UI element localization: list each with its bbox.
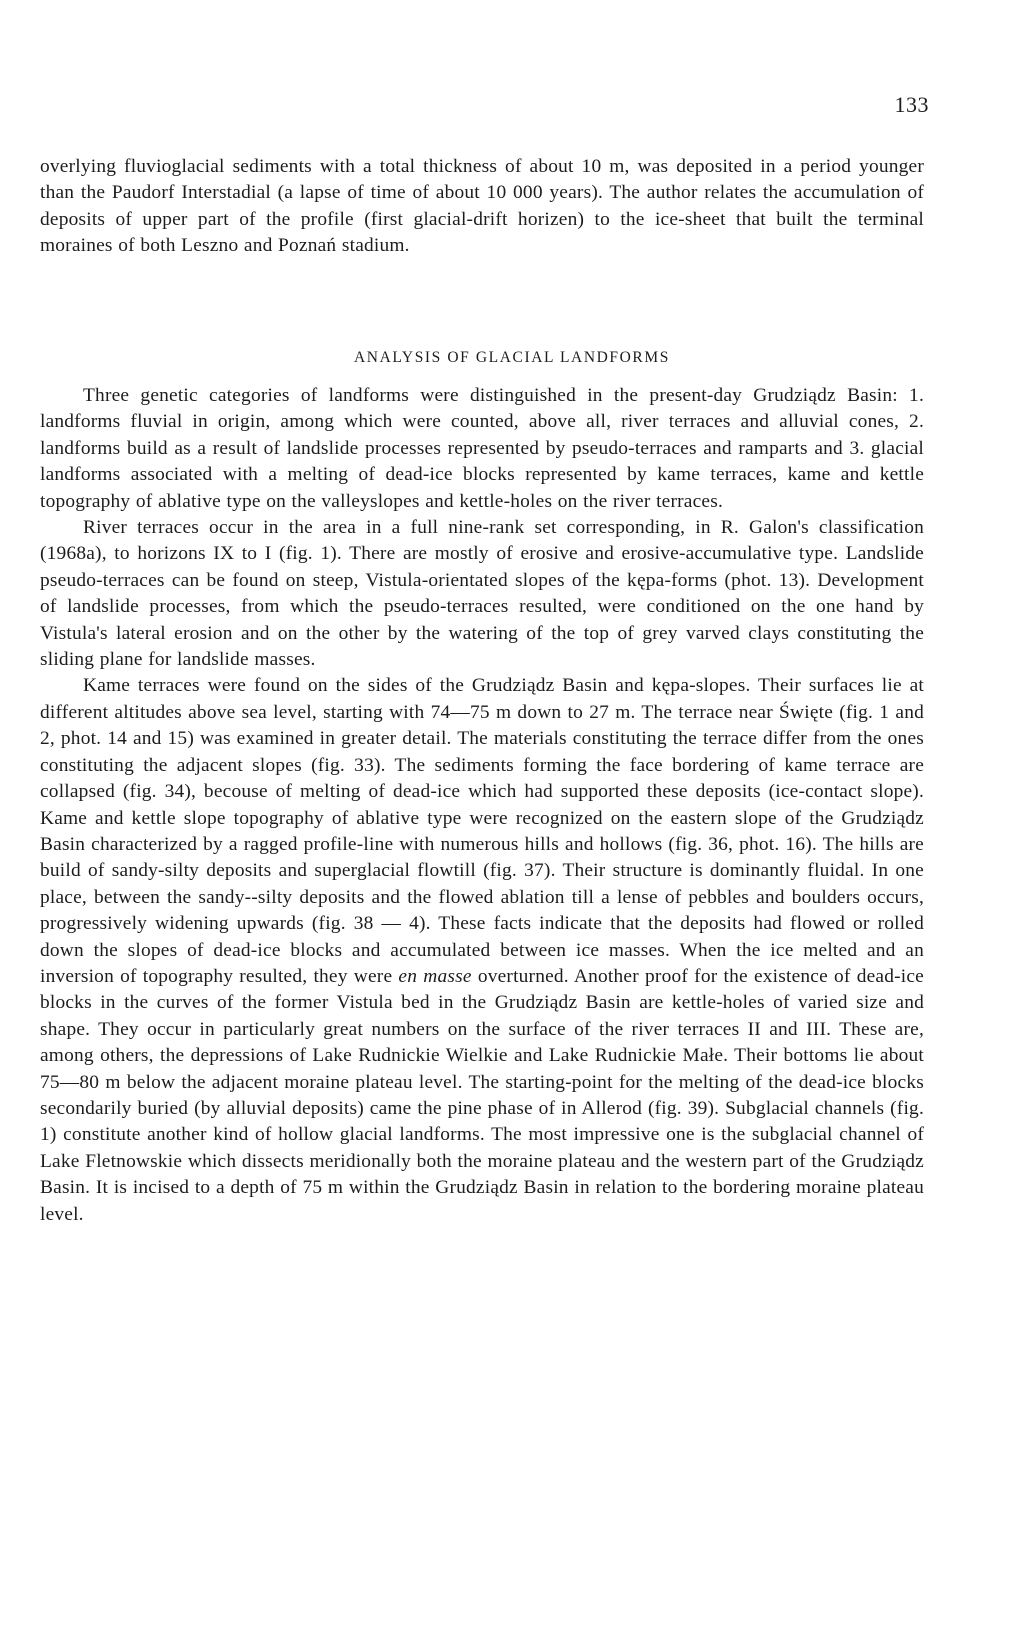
- intro-paragraph-text: overlying fluvioglacial sediments with a total thickness of about 10 m, was deposited in a period younger than the Paudorf Interstadial (a lapse of time of about 10 000 years). The author relates the accumulation of deposits of upper part of the profile (first glacial-drift horizen) to the ice-sheet that built the terminal moraines of both Leszno and Poznań stadium.: [40, 156, 924, 257]
- section-body: [40, 383, 924, 1228]
- intro-paragraph: [40, 154, 924, 260]
- paragraph-landform-categories: Three genetic categories of landforms were distinguished in the present-day Grudziądz Basin: 1. landforms fluvial in origin, among which were counted, above all, river terraces and alluvial cones, 2. landforms build as a result of landslide processes represented by pseudo-terraces and ramparts and 3. glacial landforms associated with a melting of dead-ice blocks represented by kame terraces, kame and kettle topography of ablative type on the valleyslopes and kettle-holes on the river terraces.: [40, 385, 924, 512]
- paragraph-kame-terraces-part1: Kame terraces were found on the sides of the Grudziądz Basin and kępa-slopes. Their surfaces lie at different altitudes above sea level, starting with 74—75 m down to 27 m. The terrace near Święte (fig. 1 and 2, phot. 14 and 15) was examined in greater detail. The materials constituting the terrace differ from the ones constituting the adjacent slopes (fig. 33). The sediments forming the face bordering of kame terrace are collapsed (fig. 34), becouse of melting of dead-ice which had supported these deposits (ice-contact slope). Kame and kettle slope topography of ablative type were recognized on the eastern slope of the Grudziądz Basin characterized by a ragged profile-line with numerous hills and hollows (fig. 36, phot. 16). The hills are build of sandy-silty deposits and superglacial flowtill (fig. 37). Their structure is dominantly fluidal. In one place, between the sandy--silty deposits and the flowed ablation till a lense of pebbles and boulders occurs, progressively widening upwards (fig. 38 — 4). These facts indicate that the deposits had flowed or rolled down the slopes of dead-ice blocks and accumulated between ice masses. When the ice melted and an inversion of topography resulted, they were: [40, 675, 924, 987]
- paragraph-kame-terraces-part2: overturned. Another proof for the existence of dead-ice blocks in the curves of the former Vistula bed in the Grudziądz Basin are kettle-holes of varied size and shape. They occur in particularly great numbers on the surface of the river terraces II and III. These are, among others, the depressions of Lake Rudnickie Wielkie and Lake Rudnickie Małe. Their bottoms lie about 75—80 m below the adjacent moraine plateau level. The starting-point for the melting of the dead-ice blocks secondarily buried (by alluvial deposits) came the pine phase of in Allerod (fig. 39). Subglacial channels (fig. 1) constitute another kind of hollow glacial landforms. The most impressive one is the subglacial channel of Lake Fletnowskie which dissects meridionally both the moraine plateau and the western part of the Grudziądz Basin. It is incised to a depth of 75 m within the Grudziądz Basin in relation to the bordering moraine plateau level.: [40, 965, 924, 1225]
- paragraph-river-terraces: River terraces occur in the area in a full nine-rank set corresponding, in R. Galon's classification (1968a), to horizons IX to I (fig. 1). There are mostly of erosive and erosive-accumulative type. Landslide pseudo-terraces can be found on steep, Vistula-orientated slopes of the kępa-forms (phot. 13). Development of landslide processes, from which the pseudo-terraces resulted, were conditioned on the one hand by Vistula's lateral erosion and on the other by the watering of the top of grey varved clays constituting the sliding plane for landslide masses.: [40, 517, 924, 671]
- section-heading-text: ANALYSIS OF GLACIAL LANDFORMS: [354, 349, 670, 366]
- en-masse-italic: en masse: [398, 965, 472, 987]
- paragraph-kame-terraces: [40, 673, 924, 1228]
- page-number: 133: [894, 92, 929, 117]
- section-heading: [0, 349, 1024, 367]
